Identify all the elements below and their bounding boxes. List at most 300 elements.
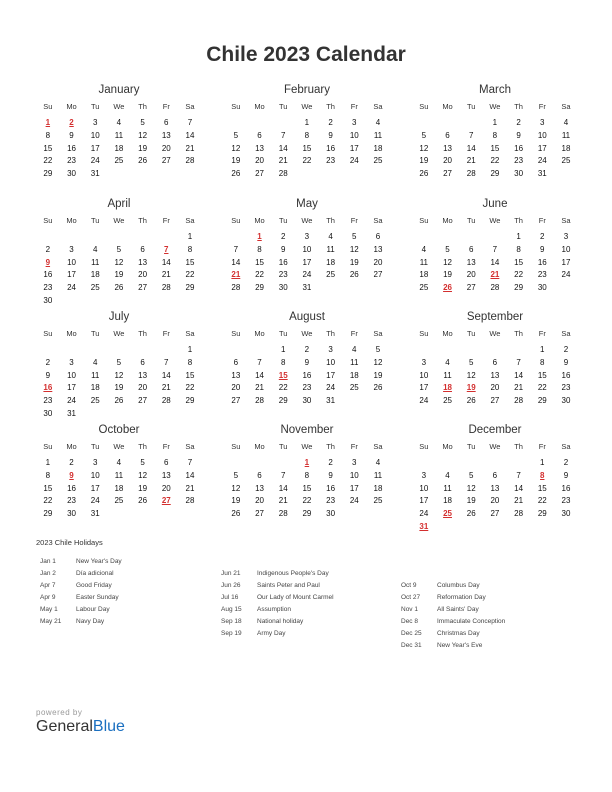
holiday-name: Columbus Day [437,582,480,589]
weekday-label: Th [138,216,147,225]
day-cell: 10 [67,370,76,380]
weekday-label: Sa [373,216,383,225]
day-cell [459,231,483,244]
week-row [36,382,202,395]
month-name: October [98,424,140,436]
day-cell: 3 [421,470,427,480]
day-cell [366,168,390,181]
day-cell [154,408,178,421]
day-cell: 16 [278,257,288,267]
day-cell [224,231,248,244]
day-cell: 24 [67,396,76,406]
day-cell: 16 [561,483,571,493]
month-november [224,422,390,521]
day-cell: 3 [92,458,98,467]
day-cell: 18 [373,143,383,153]
day-cell: 25 [90,396,100,406]
weekday-label: Tu [90,329,100,338]
day-cell: 23 [302,383,312,393]
day-cell: 18 [114,143,124,153]
week-row [36,344,202,357]
day-cell: 3 [352,458,357,467]
weekday-label: Su [43,442,53,451]
day-cell: 14 [514,483,524,493]
day-cell: 31 [90,509,100,519]
holiday-item [221,618,334,630]
day-cell [319,168,343,181]
week-row [36,508,202,521]
week-row [412,382,578,395]
month-name: November [280,424,334,436]
month-june [412,196,578,295]
day-cell [36,344,60,357]
weekday-label: Su [419,216,429,225]
month-name: June [482,198,508,210]
holiday-day-cell: 7 [164,244,169,254]
day-cell: 18 [114,483,124,493]
day-cell: 17 [67,270,76,280]
day-cell [107,231,131,244]
day-cell: 13 [138,257,148,267]
day-cell: 7 [233,244,239,254]
day-cell: 18 [561,143,571,153]
day-cell: 18 [349,370,359,380]
day-cell: 7 [280,470,286,480]
day-cell: 22 [185,270,195,280]
holiday-column [401,582,505,654]
weekday-label: Tu [466,442,476,451]
day-cell [436,117,460,130]
day-cell [224,117,248,130]
day-cell: 7 [492,244,498,254]
day-cell: 2 [45,244,51,254]
day-cell: 2 [563,458,569,467]
day-cell: 16 [326,483,336,493]
day-cell: 14 [161,257,171,267]
weekday-label: Su [231,216,241,225]
day-cell: 17 [537,143,547,153]
day-cell: 9 [328,470,333,480]
weekday-header [412,329,578,341]
day-cell: 19 [138,143,148,153]
holiday-item [40,570,122,582]
day-cell: 3 [563,232,569,241]
day-cell: 2 [69,458,74,467]
day-cell: 5 [233,130,239,140]
day-cell: 16 [67,483,76,493]
day-cell: 8 [187,357,193,367]
day-cell: 21 [161,383,171,393]
day-cell: 6 [140,244,145,254]
day-cell: 3 [69,357,74,367]
day-cell: 23 [326,496,336,506]
week-row [224,117,390,130]
day-cell: 6 [492,357,498,367]
week-row [224,470,390,483]
day-cell [83,231,107,244]
day-cell: 10 [561,244,571,254]
weekday-label: Th [514,102,523,111]
day-cell: 19 [443,270,452,280]
week-row [224,282,390,295]
day-cell: 2 [280,232,286,241]
holiday-name: Labour Day [76,606,110,613]
day-cell: 8 [304,470,310,480]
weekday-label: Sa [561,329,571,338]
brand-logo[interactable] [36,708,125,736]
day-cell: 23 [278,270,288,280]
day-cell: 31 [302,283,312,293]
day-cell: 28 [514,509,524,519]
holiday-name: Indigenous People's Day [257,570,329,577]
day-cell: 17 [561,257,571,267]
weekday-label: Mo [66,329,77,338]
weekday-label: Fr [350,216,358,225]
holiday-item [40,558,122,570]
week-row [412,344,578,357]
day-cell: 22 [185,383,195,393]
weekday-label: Mo [254,216,265,225]
week-row [412,117,578,130]
day-cell: 11 [114,130,124,140]
day-cell: 5 [140,458,145,467]
day-cell: 24 [302,270,312,280]
day-cell: 19 [349,257,359,267]
weekday-header [36,329,202,341]
holiday-day-cell: 16 [43,383,53,393]
day-cell [271,117,295,130]
holiday-date: Jan 1 [40,558,56,565]
week-row [36,244,202,257]
day-cell [248,117,272,130]
day-cell: 12 [466,370,476,380]
week-row [36,295,202,308]
weekday-label: Su [43,216,53,225]
day-cell: 19 [114,270,124,280]
day-cell: 3 [540,118,545,127]
weekday-label: Su [231,102,241,111]
day-cell: 18 [443,496,452,506]
day-cell: 20 [138,383,148,393]
day-cell: 3 [304,232,310,241]
day-cell: 25 [419,283,429,293]
day-cell: 16 [326,143,336,153]
day-cell: 24 [561,270,571,280]
day-cell: 29 [255,283,264,293]
powered-by-text: powered by [36,708,83,717]
day-cell: 2 [304,345,310,354]
day-cell: 28 [278,509,288,519]
day-cell: 29 [43,509,53,519]
holiday-column [40,558,122,630]
day-cell: 30 [67,509,76,519]
day-cell: 8 [257,244,262,254]
day-cell: 30 [326,509,336,519]
day-cell [107,295,131,308]
day-cell: 23 [561,496,571,506]
day-cell: 16 [302,370,312,380]
day-cell: 17 [326,370,336,380]
day-cell: 27 [231,396,241,406]
day-cell: 14 [231,257,241,267]
weekday-label: We [113,102,125,111]
week-row [36,470,202,483]
day-cell: 14 [185,470,195,480]
weekday-label: Fr [162,329,170,338]
day-cell: 25 [373,496,383,506]
week-row [224,457,390,470]
day-cell: 21 [255,383,264,393]
weekday-label: We [113,442,125,451]
day-cell: 22 [537,383,547,393]
day-cell [248,344,272,357]
week-row [224,495,390,508]
day-cell: 6 [445,130,450,140]
holiday-item [401,606,505,618]
day-cell: 7 [187,458,193,467]
week-row [412,470,578,483]
holiday-name: Saints Peter and Paul [257,582,320,589]
day-cell: 12 [349,244,359,254]
day-cell: 11 [114,470,124,480]
weekday-label: We [489,216,501,225]
day-cell: 18 [90,270,100,280]
holiday-item [401,582,505,594]
day-cell [436,521,460,534]
weekday-label: Th [326,102,335,111]
weekday-header [224,216,390,228]
holiday-date: Dec 8 [401,618,418,625]
weekday-label: Th [326,442,335,451]
day-cell: 19 [231,156,241,166]
day-cell: 12 [138,470,148,480]
weekday-label: We [301,329,313,338]
weekday-label: Tu [278,102,288,111]
day-cell: 24 [67,283,76,293]
day-cell: 29 [278,396,288,406]
holiday-name: Día adicional [76,570,114,577]
day-cell: 25 [373,156,383,166]
day-cell: 15 [185,257,195,267]
holiday-name: All Saints' Day [437,606,479,613]
day-cell: 26 [114,283,124,293]
holiday-day-cell: 21 [490,270,500,280]
holiday-day-cell: 18 [443,383,452,393]
day-cell: 9 [45,370,51,380]
day-cell: 12 [419,143,429,153]
day-cell: 19 [231,496,241,506]
day-cell: 10 [90,470,100,480]
day-cell [436,457,460,470]
holiday-name: New Year's Eve [437,642,483,649]
day-cell [178,168,202,181]
holiday-item [221,594,334,606]
day-cell: 31 [537,169,547,179]
weekday-label: Fr [538,442,546,451]
weekday-label: Tu [90,442,100,451]
week-row [36,357,202,370]
week-row [224,155,390,168]
day-cell: 28 [466,169,476,179]
weekday-label: We [301,216,313,225]
day-cell [342,168,366,181]
day-cell: 16 [561,370,571,380]
weekday-label: We [489,442,501,451]
weekday-label: Fr [538,329,546,338]
holiday-name: Assumption [257,606,291,613]
weekday-label: Sa [373,329,383,338]
holiday-date: Oct 27 [401,594,421,601]
day-cell: 15 [255,257,264,267]
day-cell: 5 [233,470,239,480]
weekday-label: Fr [162,216,170,225]
day-cell: 25 [443,396,452,406]
holiday-name: Christmas Day [437,630,480,637]
day-cell: 30 [561,509,571,519]
day-cell: 22 [537,496,547,506]
weekday-label: Mo [66,216,77,225]
weekday-label: Sa [373,102,383,111]
day-cell: 25 [561,156,571,166]
day-cell: 14 [490,257,500,267]
day-cell: 11 [373,470,383,480]
holiday-item [40,582,122,594]
week-row [36,483,202,496]
weekday-label: We [301,442,313,451]
day-cell: 24 [90,156,100,166]
day-cell: 31 [90,169,100,179]
holiday-date: May 21 [40,618,62,625]
day-cell: 1 [492,118,498,127]
day-cell [248,457,272,470]
week-row [224,483,390,496]
week-row [224,508,390,521]
day-cell [107,508,131,521]
day-cell: 19 [373,370,383,380]
day-cell: 18 [326,257,336,267]
month-name: February [283,84,331,96]
day-cell [412,457,436,470]
day-cell: 31 [326,396,336,406]
day-cell: 10 [419,370,429,380]
day-cell: 4 [116,458,122,467]
day-cell: 2 [45,357,51,367]
week-row [412,457,578,470]
day-cell: 29 [43,169,53,179]
week-row [412,244,578,257]
day-cell: 7 [516,470,521,480]
day-cell: 29 [185,396,195,406]
day-cell: 15 [537,483,547,493]
weekday-label: Fr [538,216,546,225]
holiday-name: Good Friday [76,582,112,589]
week-row [412,130,578,143]
weekday-label: Su [419,329,429,338]
weekday-label: Th [138,102,147,111]
day-cell [107,344,131,357]
day-cell: 29 [537,396,547,406]
day-cell: 20 [443,156,452,166]
day-cell: 18 [419,270,429,280]
day-cell [131,295,155,308]
month-name: January [98,84,140,96]
day-cell: 13 [443,143,452,153]
day-cell: 10 [537,130,547,140]
month-may [224,196,390,295]
day-cell [83,344,107,357]
day-cell: 24 [419,509,429,519]
holiday-date: Dec 25 [401,630,422,637]
day-cell: 20 [231,383,241,393]
week-row [224,257,390,270]
weekday-label: Th [138,329,147,338]
holiday-date: Jun 21 [221,570,241,577]
weekday-label: Th [514,329,523,338]
day-cell: 26 [114,396,124,406]
day-cell: 20 [373,257,383,267]
day-cell: 22 [514,270,524,280]
day-cell: 27 [466,283,476,293]
weekday-label: Fr [162,102,170,111]
day-cell: 9 [563,470,569,480]
week-row [412,282,578,295]
week-row [36,269,202,282]
day-cell: 23 [43,283,53,293]
day-cell: 6 [375,232,381,241]
day-cell: 21 [514,496,524,506]
month-january [36,82,202,181]
day-cell: 20 [255,156,264,166]
day-cell [366,508,390,521]
day-cell [554,282,578,295]
day-cell [178,295,202,308]
day-cell: 19 [138,483,148,493]
day-cell: 17 [349,143,359,153]
day-cell: 17 [90,143,100,153]
day-cell [154,168,178,181]
week-row [36,231,202,244]
day-cell: 17 [419,383,429,393]
week-row [412,495,578,508]
month-july [36,309,202,421]
day-cell: 1 [280,345,286,354]
month-august [224,309,390,408]
month-name: March [479,84,511,96]
day-cell: 5 [116,244,122,254]
weekday-label: Fr [350,329,358,338]
day-cell: 16 [537,257,547,267]
day-cell [131,168,155,181]
day-cell: 14 [161,370,171,380]
holiday-day-cell: 27 [161,496,171,506]
week-row [36,117,202,130]
day-cell: 8 [187,244,193,254]
holiday-name: New Year's Day [76,558,122,565]
day-cell: 2 [516,118,521,127]
day-cell: 26 [231,169,241,179]
day-cell: 26 [373,383,383,393]
holiday-date: Sep 18 [221,618,242,625]
week-row [412,269,578,282]
day-cell: 15 [537,370,547,380]
day-cell: 5 [116,357,122,367]
day-cell: 26 [466,509,476,519]
day-cell: 28 [278,169,288,179]
month-october [36,422,202,521]
day-cell [507,521,531,534]
weekday-label: Sa [373,442,383,451]
day-cell: 16 [514,143,524,153]
